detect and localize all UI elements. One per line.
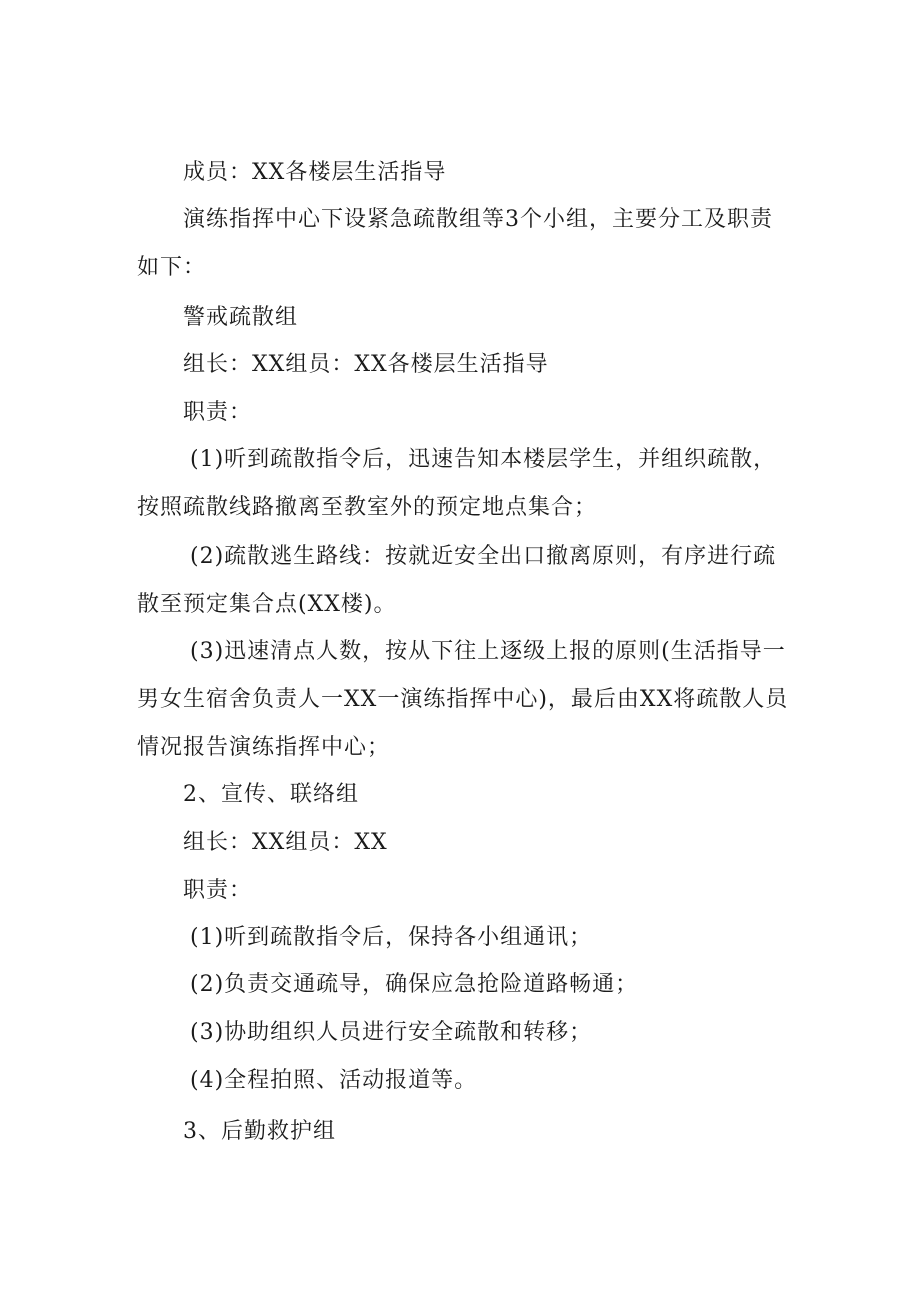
list-item: (3)协助组织人员进行安全疏散和转移；: [190, 1020, 593, 1045]
leader-line: 组长：XX组员：XX: [183, 830, 388, 855]
list-item: (1)听到疏散指令后，保持各小组通讯；: [190, 925, 593, 950]
list-item: (2)负责交通疏导，确保应急抢险道路畅通；: [190, 972, 639, 997]
duty-label: 职责：: [183, 400, 253, 425]
section-heading: 2、宣传、联络组: [183, 782, 359, 807]
list-item: (2)疏散逃生路线：按就近安全出口撤离原则，有序进行疏: [190, 544, 777, 569]
members-line: 成员：XX各楼层生活指导: [183, 160, 447, 185]
list-item: (3)迅速清点人数，按从下往上逐级上报的原则(生活指导一: [190, 639, 786, 664]
list-item-continuation: 情况报告演练指挥中心；: [137, 735, 391, 760]
duty-label: 职责：: [183, 878, 253, 903]
section-heading: 警戒疏散组: [183, 305, 299, 330]
paragraph-line: 如下：: [137, 255, 207, 280]
list-item-continuation: 男女生宿舍负责人一XX一演练指挥中心)，最后由XX将疏散人员: [137, 687, 789, 712]
list-item: (1)听到疏散指令后，迅速告知本楼层学生，并组织疏散，: [190, 447, 777, 472]
section-heading: 3、后勤救护组: [183, 1119, 336, 1144]
paragraph-line: 演练指挥中心下设紧急疏散组等3个小组，主要分工及职责: [183, 207, 773, 232]
list-item: (4)全程拍照、活动报道等。: [190, 1068, 478, 1093]
list-item-continuation: 散至预定集合点(XX楼)。: [137, 592, 397, 617]
list-item-continuation: 按照疏散线路撤离至教室外的预定地点集合；: [137, 495, 598, 520]
leader-line: 组长：XX组员：XX各楼层生活指导: [183, 352, 549, 377]
